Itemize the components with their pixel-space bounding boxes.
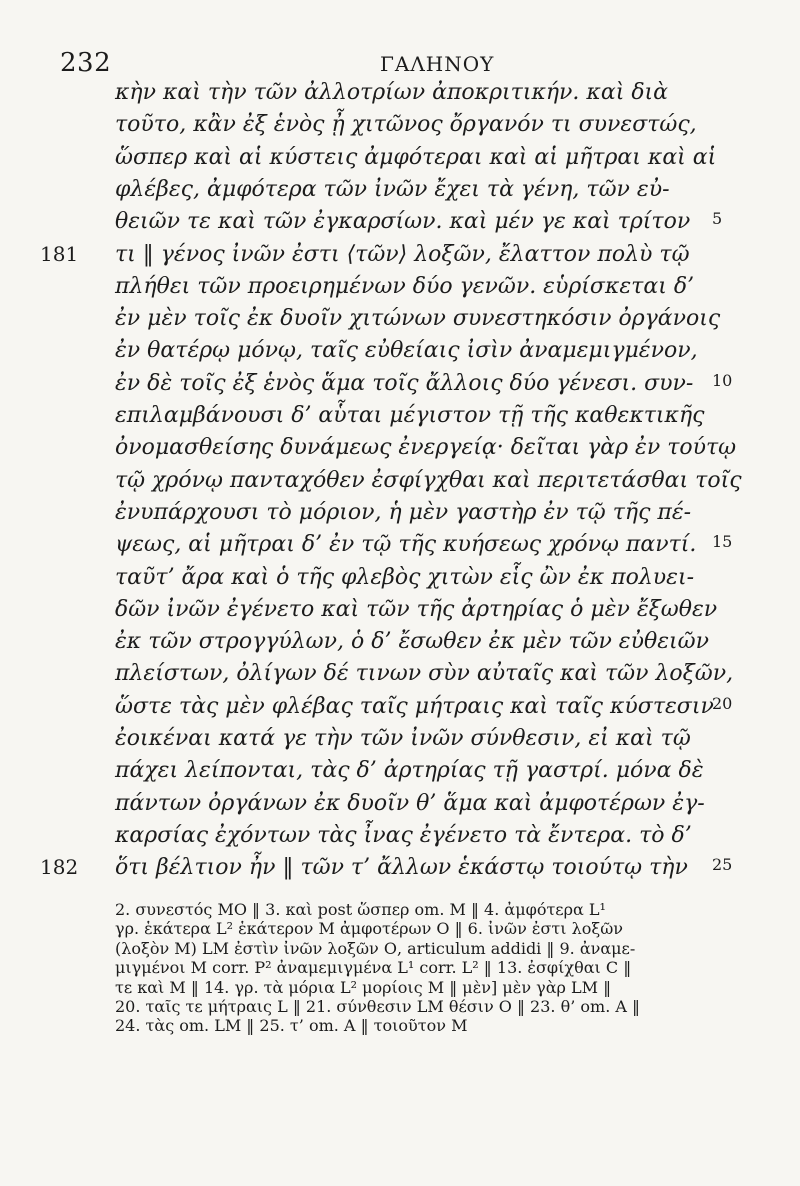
- apparatus-line: μιγμένοι Μ corr. P² ἀναμεμιγμένα L¹ corr. L² ‖ 13. ἐσφίχθαι C ‖: [115, 958, 632, 978]
- running-title: ΓΑΛΗΝΟΥ: [380, 52, 495, 76]
- apparatus-line: 2. συνεστός ΜΟ ‖ 3. καὶ post ὥσπερ om. Μ ‖ 4. ἀμφότερα L¹: [115, 900, 606, 919]
- line-text: τῷ χρόνῳ πανταχόθεν ἐσφίγχθαι καὶ περιτετάσθαι τοῖς: [115, 467, 742, 493]
- text-line: [0, 242, 800, 278]
- line-text: ἐν θατέρῳ μόνῳ, ταῖς εὐθείαις ἰσὶν ἀναμεμιγμένον,: [115, 338, 698, 364]
- text-line: [0, 145, 800, 181]
- line-number: 15: [712, 532, 733, 552]
- line-text: ταῦτ’ ἄρα καὶ ὁ τῆς φλεβὸς χιτὼν εἷς ὢν ἐκ πολυει-: [115, 564, 695, 590]
- line-text: ὀνομασθείσης δυνάμεως ἐνεργείᾳ· δεῖται γὰρ ἐν τούτῳ: [115, 435, 737, 461]
- apparatus-line: 20. ταῖς τε μήτραις L ‖ 21. σύνθεσιν LM θέσιν Ο ‖ 23. θ’ om. A ‖: [115, 997, 640, 1016]
- line-text: τοῦτο, κἂν ἐξ ἑνὸς ᾖ χιτῶνος ὄργανόν τι συνεστώς,: [115, 112, 697, 138]
- page-number: 232: [60, 48, 112, 78]
- text-line: [0, 726, 800, 762]
- text-line: [0, 177, 800, 213]
- line-text: πλήθει τῶν προειρημένων δύο γενῶν. εὑρίσκεται δ’: [115, 273, 695, 299]
- text-line: [0, 403, 800, 439]
- line-number: 25: [712, 855, 733, 875]
- line-text: επιλαμβάνουσι δ’ αὗται μέγιστον τῇ τῆς καθεκτικῆς: [115, 403, 705, 428]
- line-text: τι ‖ γένος ἰνῶν ἐστι ⟨τῶν⟩ λοξῶν, ἔλαττον πολὺ τῷ: [115, 241, 690, 267]
- text-line: [0, 791, 800, 827]
- text-line: [0, 661, 800, 697]
- line-text: πλείστων, ὀλίγων δέ τινων σὺν αὐταῖς καὶ τῶν λοξῶν,: [115, 661, 734, 687]
- text-line: [0, 306, 800, 342]
- text-line: [0, 435, 800, 471]
- text-line: [0, 694, 800, 730]
- text-line: [0, 597, 800, 633]
- text-line: [0, 468, 800, 504]
- apparatus-line: γρ. ἑκάτερα L² ἑκάτερον Μ ἀμφοτέρων Ο ‖ 6. ἰνῶν ἐστι λοξῶν: [115, 919, 623, 939]
- apparatus-line: τε καὶ Μ ‖ 14. γρ. τὰ μόρια L² μορίοις Μ ‖ μὲν] μὲν γὰρ LM ‖: [115, 977, 612, 997]
- line-text: κὴν καὶ τὴν τῶν ἀλλοτρίων ἀποκριτικήν. καὶ διὰ: [115, 80, 669, 105]
- line-number: 20: [712, 693, 733, 713]
- line-text: ὅτι βέλτιον ἦν ‖ τῶν τ’ ἄλλων ἑκάστῳ τοιούτῳ τὴν: [115, 855, 688, 881]
- line-number: 5: [712, 209, 723, 229]
- line-text: ἐν μὲν τοῖς ἐκ δυοῖν χιτώνων συνεστηκόσιν ὀργάνοις: [115, 306, 721, 332]
- line-text: δῶν ἰνῶν ἐγένετο καὶ τῶν τῆς ἀρτηρίας ὁ μὲν ἔξωθεν: [115, 596, 718, 622]
- margin-reference: 182: [40, 855, 79, 880]
- line-text: θειῶν τε καὶ τῶν ἐγκαρσίων. καὶ μέν γε καὶ τρίτον: [115, 209, 691, 235]
- text-line: [0, 209, 800, 245]
- apparatus-line: 24. τὰς om. LM ‖ 25. τ’ om. A ‖ τοιοῦτον Μ: [115, 1016, 468, 1036]
- line-text: ἐν δὲ τοῖς ἐξ ἑνὸς ἅμα τοῖς ἄλλοις δύο γένεσι. συν-: [115, 370, 694, 396]
- text-line: [0, 532, 800, 568]
- line-text: ψεως, αἱ μῆτραι δ’ ἐν τῷ τῆς κυήσεως χρόνῳ παντί.: [115, 532, 697, 558]
- margin-reference: 181: [40, 241, 79, 266]
- text-line: [0, 758, 800, 794]
- line-text: ὥσπερ καὶ αἱ κύστεις ἀμφότεραι καὶ αἱ μῆτραι καὶ αἱ: [115, 144, 717, 170]
- text-line: [0, 274, 800, 310]
- line-text: φλέβες, ἀμφότερα τῶν ἰνῶν ἔχει τὰ γένη, τῶν εὐ-: [115, 176, 670, 202]
- line-text: πάντων ὀργάνων ἐκ δυοῖν θ’ ἅμα καὶ ἀμφοτέρων ἐγ-: [115, 790, 705, 816]
- text-line: [0, 565, 800, 601]
- apparatus-line: (λοξὸν Μ) LM ἐστὶν ἰνῶν λοξῶν Ο, articulum addidi ‖ 9. ἀναμε-: [115, 938, 636, 958]
- text-line: [0, 823, 800, 859]
- line-text: ἐνυπάρχουσι τὸ μόριον, ἡ μὲν γαστὴρ ἐν τῷ τῆς πέ-: [115, 499, 692, 525]
- line-text: πάχει λείπονται, τὰς δ’ ἀρτηρίας τῇ γαστρί. μόνα δὲ: [115, 758, 704, 784]
- line-number: 10: [712, 370, 733, 390]
- text-line: [0, 80, 800, 116]
- text-line: [0, 371, 800, 407]
- line-text: ὥστε τὰς μὲν φλέβας ταῖς μήτραις καὶ ταῖς κύστεσιν: [115, 693, 714, 719]
- text-line: [0, 338, 800, 374]
- text-line: [0, 855, 800, 891]
- text-line: [0, 629, 800, 665]
- line-text: ἐκ τῶν στρογγύλων, ὁ δ’ ἔσωθεν ἐκ μὲν τῶν εὐθειῶν: [115, 629, 709, 655]
- text-line: [0, 112, 800, 148]
- line-text: καρσίας ἐχόντων τὰς ἶνας ἐγένετο τὰ ἔντερα. τὸ δ’: [115, 822, 692, 848]
- line-text: ἐοικέναι κατά γε τὴν τῶν ἰνῶν σύνθεσιν, εἰ καὶ τῷ: [115, 726, 691, 751]
- text-line: [0, 500, 800, 536]
